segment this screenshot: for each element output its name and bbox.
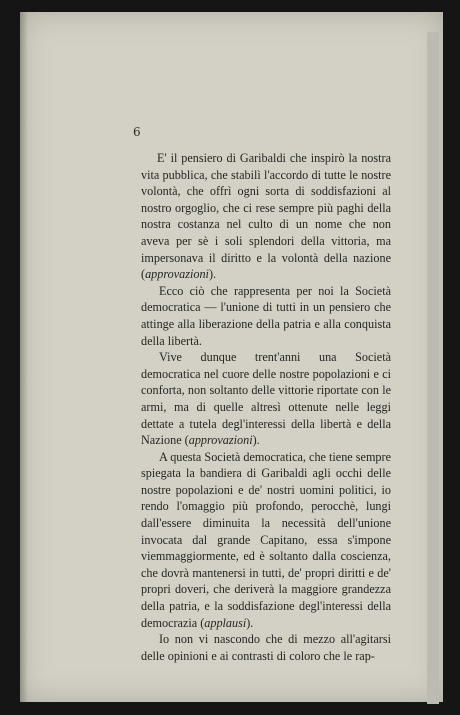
audience-reaction: approvazioni bbox=[145, 267, 209, 282]
audience-reaction: approvazioni bbox=[188, 433, 253, 448]
paragraph-2 bbox=[141, 283, 391, 349]
paragraph-text: E' il pensiero di Garibaldi che inspirò la nostra vita pubblica, che stabilì l'accordo di tutte le nostre volontà, che offrì ogni sorta di soddisfazioni al nostro orgoglio, che ci rese sempre più paghi della nostra costanza nel culto di un nome che non aveva per sè i soli splendori della vittoria, ma impersonava il diritto e la volontà della nazione ( bbox=[141, 151, 391, 282]
paragraph-text-end: ). bbox=[246, 615, 254, 630]
paragraph-text: A questa Società democratica, che tiene sempre spiegata la bandiera di Garibaldi agli occhi delle nostre popolazioni e de' nostri uomini politici, io rendo l'omaggio più profondo, perocchè, lungi dall'essere diminuita la necessità dell'unione invocata dal grande Capitano, essa s'impone viemmaggiormente, ed è soltanto dalla coscienza, che dovrà mantenersi in tutti, de' propri diritti e de' propri doveri, che deriverà la maggiore grandezza della patria, e la soddisfazione degl'interessi della democrazia ( bbox=[141, 449, 391, 630]
paragraph-4 bbox=[141, 449, 391, 632]
page-fold-shadow bbox=[20, 12, 28, 702]
paragraph-text-end: ). bbox=[252, 433, 260, 448]
paragraph-5 bbox=[141, 631, 391, 664]
paragraph-text: Ecco ciò che rappresenta per noi la Società democratica — l'unione di tutti in un pensiero che attinge alla liberazione della patria e alla conquista della libertà. bbox=[141, 283, 391, 348]
paragraph-3 bbox=[141, 349, 391, 449]
body-text bbox=[141, 150, 391, 664]
paragraph-1 bbox=[141, 150, 391, 283]
page-number: 6 bbox=[133, 125, 141, 139]
audience-reaction: applausi bbox=[204, 615, 247, 630]
book-page bbox=[20, 12, 443, 702]
paragraph-text: Io non vi nascondo che di mezzo all'agitarsi delle opinioni e ai contrasti di coloro che le rap- bbox=[141, 632, 391, 663]
paragraph-text-end: ). bbox=[208, 267, 217, 282]
next-page-edge bbox=[427, 32, 439, 704]
paragraph-text: Vive dunque trent'anni una Società democratica nel cuore delle nostre popolazioni e ci conforta, non soltanto delle vittorie riportate con le armi, ma di quelle altresì ottenute nelle leggi dettate a tutela degl'interessi della libertà e della Nazione ( bbox=[141, 350, 391, 448]
